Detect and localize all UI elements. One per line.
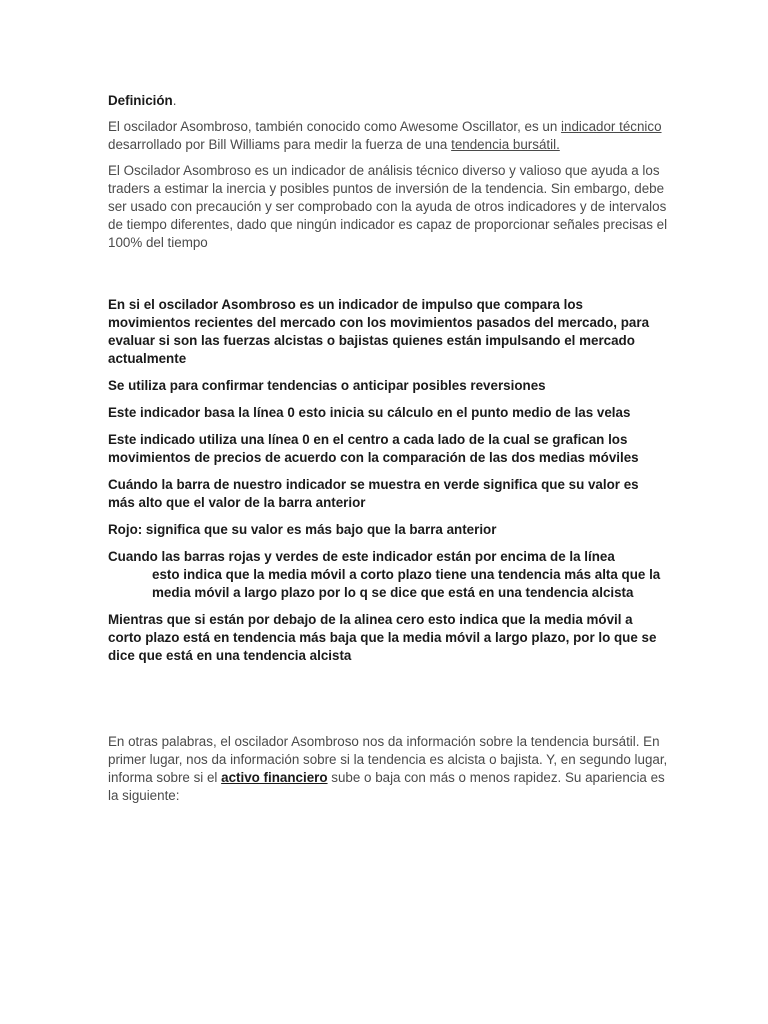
bold-paragraph-last: Mientras que si están por debajo de la alinea cero esto indica que la media móvil a corto plazo está en tendencia más baja que la media móvil a largo plazo, por lo que se dice que está en una tendencia alcista bbox=[108, 612, 657, 663]
bold-paragraph-5: Cuándo la barra de nuestro indicador se muestra en verde significa que su valor es más alto que el valor de la barra anterior bbox=[108, 477, 639, 510]
activo-financiero-link[interactable]: activo financiero bbox=[221, 770, 328, 785]
bold-paragraph-1: En si el oscilador Asombroso es un indicador de impulso que compara los movimientos recientes del mercado con los movimientos pasados del mercado, para evaluar si son las fuerzas alcistas o bajistas quienes están impulsando el mercado actualmente bbox=[108, 297, 650, 366]
final-text-2: sube o baja con más o menos rapidez. Su apariencia es la siguiente: bbox=[108, 770, 665, 803]
definition-title: Definición bbox=[108, 93, 173, 108]
indicador-tecnico-link[interactable]: indicador técnico bbox=[561, 119, 662, 134]
bold-paragraph-indent-rest: esto indica que la media móvil a corto plazo tiene una tendencia más alta que la media móvil a largo plazo por lo q se dice que está en una tendencia alcista bbox=[152, 567, 661, 600]
tendencia-bursatil-link[interactable]: tendencia bursátil. bbox=[451, 137, 560, 152]
bold-paragraph-3: Este indicador basa la línea 0 esto inicia su cálculo en el punto medio de las velas bbox=[108, 405, 631, 420]
bold-paragraph-4: Este indicado utiliza una línea 0 en el centro a cada lado de la cual se grafican los movimientos de precios de acuerdo con la comparación de las dos medias móviles bbox=[108, 432, 639, 465]
intro-text-1: El oscilador Asombroso, también conocido como Awesome Oscillator, es un bbox=[108, 119, 562, 134]
final-text-1: En otras palabras, el oscilador Asombroso nos da información sobre la tendencia bursátil. En primer lugar, nos da información sobre si la tendencia es alcista o bajista. Y, en segundo lugar, informa sobre si el bbox=[108, 734, 668, 785]
bold-paragraph-indent-first: Cuando las barras rojas y verdes de este indicador están por encima de la línea bbox=[108, 549, 615, 564]
section-heading bbox=[108, 92, 668, 110]
document-page bbox=[108, 92, 668, 805]
intro-text-2: desarrollado por Bill Williams para medir la fuerza de una bbox=[108, 137, 452, 152]
definition-period: . bbox=[172, 93, 177, 108]
final-paragraph bbox=[108, 733, 668, 805]
bold-paragraph-6: Rojo: significa que su valor es más bajo que la barra anterior bbox=[108, 522, 497, 537]
description-paragraph: El Oscilador Asombroso es un indicador de análisis técnico diverso y valioso que ayuda a los traders a estimar la inercia y posibles puntos de inversión de la tendencia. Sin embargo, debe ser usado con precaución y ser comprobado con la ayuda de otros indicadores y de intervalos de tiempo diferentes, dado que ningún indicador es capaz de proporcionar señales precisas el 100% del tiempo bbox=[108, 163, 668, 250]
intro-paragraph bbox=[108, 118, 668, 154]
bold-paragraph-2: Se utiliza para confirmar tendencias o anticipar posibles reversiones bbox=[108, 378, 546, 393]
